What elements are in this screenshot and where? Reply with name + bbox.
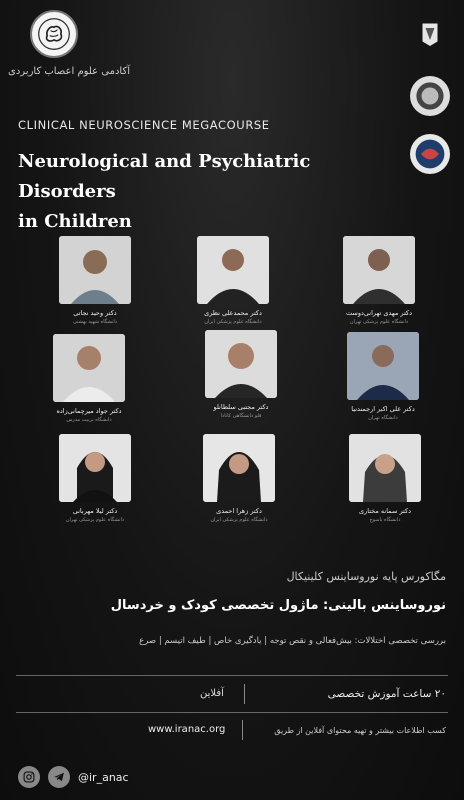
speaker-name: دکتر محمدعلی نظری — [204, 309, 262, 317]
speaker-card — [186, 330, 296, 419]
side-logo-1 — [410, 14, 450, 54]
separator — [242, 720, 243, 740]
course-mode: آفلاین — [200, 688, 224, 699]
speaker-card — [324, 236, 434, 325]
side-logo-2 — [410, 76, 450, 116]
speaker-photo — [59, 434, 131, 502]
speaker-photo — [349, 434, 421, 502]
speaker-photo — [197, 236, 269, 304]
speaker-name: دکتر جواد میرچمانی‌زاده — [56, 407, 122, 415]
speaker-photo — [53, 334, 125, 402]
side-logo-icon — [412, 136, 448, 172]
speaker-photo — [347, 332, 419, 400]
divider — [16, 675, 448, 676]
course-hours: ۲۰ ساعت آموزش تخصصی — [327, 688, 446, 700]
speaker-affiliation: دانشگاه علوم پزشکی ایران — [210, 517, 268, 523]
speaker-affiliation: دانشگاه علوم پزشکی تهران — [349, 319, 409, 325]
side-logo-3 — [410, 134, 450, 174]
page-title: Neurological and Psychiatric Disorders in Children — [18, 151, 311, 232]
side-logo-icon — [413, 79, 447, 113]
topics-list: بررسی تخصصی اختلالات: بیش‌فعالی و نقص توجه | یادگیری خاص | طیف اتیسم | صرع — [139, 636, 446, 646]
divider — [16, 712, 448, 713]
speaker-affiliation: دانشگاه تهران — [368, 415, 398, 421]
speaker-card — [184, 434, 294, 523]
instagram-icon[interactable] — [18, 766, 40, 788]
speaker-card — [40, 236, 150, 325]
course-kicker: CLINICAL NEUROSCIENCE MEGACOURSE — [18, 118, 270, 132]
speaker-card — [34, 334, 144, 423]
speaker-photo — [205, 330, 277, 398]
speaker-name: دکتر علی اکبر ارجمندنیا — [351, 405, 415, 413]
website-link[interactable]: www.iranac.org — [148, 724, 226, 735]
academy-label: آکادمی علوم اعصاب کاربردی — [8, 66, 130, 77]
speaker-name: دکتر زهرا احمدی — [216, 507, 262, 515]
speaker-affiliation: دانشگاه تربیت مدرس — [66, 417, 112, 423]
speaker-name: دکتر سمانه مختاری — [359, 507, 411, 515]
speaker-photo — [203, 434, 275, 502]
speaker-card — [328, 332, 438, 421]
speaker-photo — [343, 236, 415, 304]
speaker-name: دکتر مهدی تهرانی‌دوست — [346, 309, 412, 317]
speaker-affiliation: دانشگاه یاسوج — [369, 517, 401, 523]
megacourse-title: مگاکورس پایه نوروساینس کلینیکال — [286, 570, 446, 583]
social-handle[interactable]: @ir_anac — [78, 770, 129, 784]
separator — [244, 684, 245, 704]
speaker-affiliation: فلو دانشگاهی کانادا — [220, 413, 262, 419]
side-logo-icon — [415, 17, 445, 51]
cta-text: کسب اطلاعات بیشتر و تهیه محتوای آفلاین از طریق — [274, 726, 446, 735]
brain-logo-icon — [37, 17, 71, 51]
speaker-affiliation: دانشگاه علوم پزشکی تهران — [65, 517, 125, 523]
speaker-card — [330, 434, 440, 523]
speaker-name: دکتر مجتبی سلطانلو — [213, 403, 269, 411]
speaker-affiliation: دانشگاه علوم پزشکی ایران — [204, 319, 262, 325]
speaker-affiliation: دانشگاه شهید بهشتی — [72, 319, 117, 325]
telegram-icon[interactable] — [48, 766, 70, 788]
speaker-card — [178, 236, 288, 325]
social-links — [18, 766, 129, 788]
academy-logo — [30, 10, 78, 58]
speaker-card — [40, 434, 150, 523]
speaker-name: دکتر وحید نجاتی — [73, 309, 117, 317]
speaker-photo — [59, 236, 131, 304]
module-title: نوروساینس بالینی: ماژول تخصصی کودک و خردسال — [110, 598, 446, 613]
speaker-name: دکتر لیلا مهربانی — [72, 507, 118, 515]
